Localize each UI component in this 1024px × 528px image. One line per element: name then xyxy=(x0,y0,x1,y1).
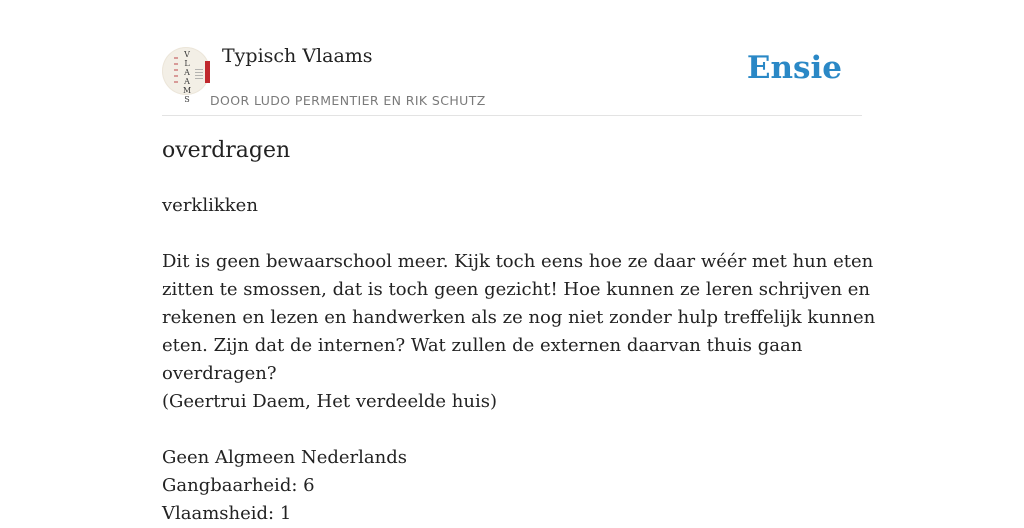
quote-line: overdragen? xyxy=(162,363,277,384)
site-title-link[interactable]: Typisch Vlaams xyxy=(222,45,373,67)
book-logo[interactable] xyxy=(162,47,210,104)
quote-source: (Geertrui Daem, Het verdeelde huis) xyxy=(162,391,497,412)
quote-line: rekenen en lezen en handwerken als ze nog niet zonder hulp treffelijk kunnen xyxy=(162,307,876,328)
logo-letters: V L A A M S xyxy=(183,50,192,104)
header xyxy=(162,0,862,116)
entry-body xyxy=(162,192,876,528)
meta-vlaamsheid: Vlaamsheid: 1 xyxy=(162,503,292,524)
definition: verklikken xyxy=(162,195,258,216)
content-column xyxy=(162,0,876,524)
entry-title: overdragen xyxy=(162,138,291,163)
meta-gangbaarheid: Gangbaarheid: 6 xyxy=(162,475,315,496)
byline: DOOR LUDO PERMENTIER EN RIK SCHUTZ xyxy=(210,93,486,108)
meta-language: Geen Algmeen Nederlands xyxy=(162,447,407,468)
quote-line: zitten te smossen, dat is toch geen gezicht! Hoe kunnen ze leren schrijven en xyxy=(162,279,871,300)
brand-logo-link[interactable]: Ensie xyxy=(746,50,842,86)
quote-line: Dit is geen bewaarschool meer. Kijk toch eens hoe ze daar wéér met hun eten xyxy=(162,251,874,272)
quote-line: eten. Zijn dat de internen? Wat zullen de externen daarvan thuis gaan xyxy=(162,335,803,356)
